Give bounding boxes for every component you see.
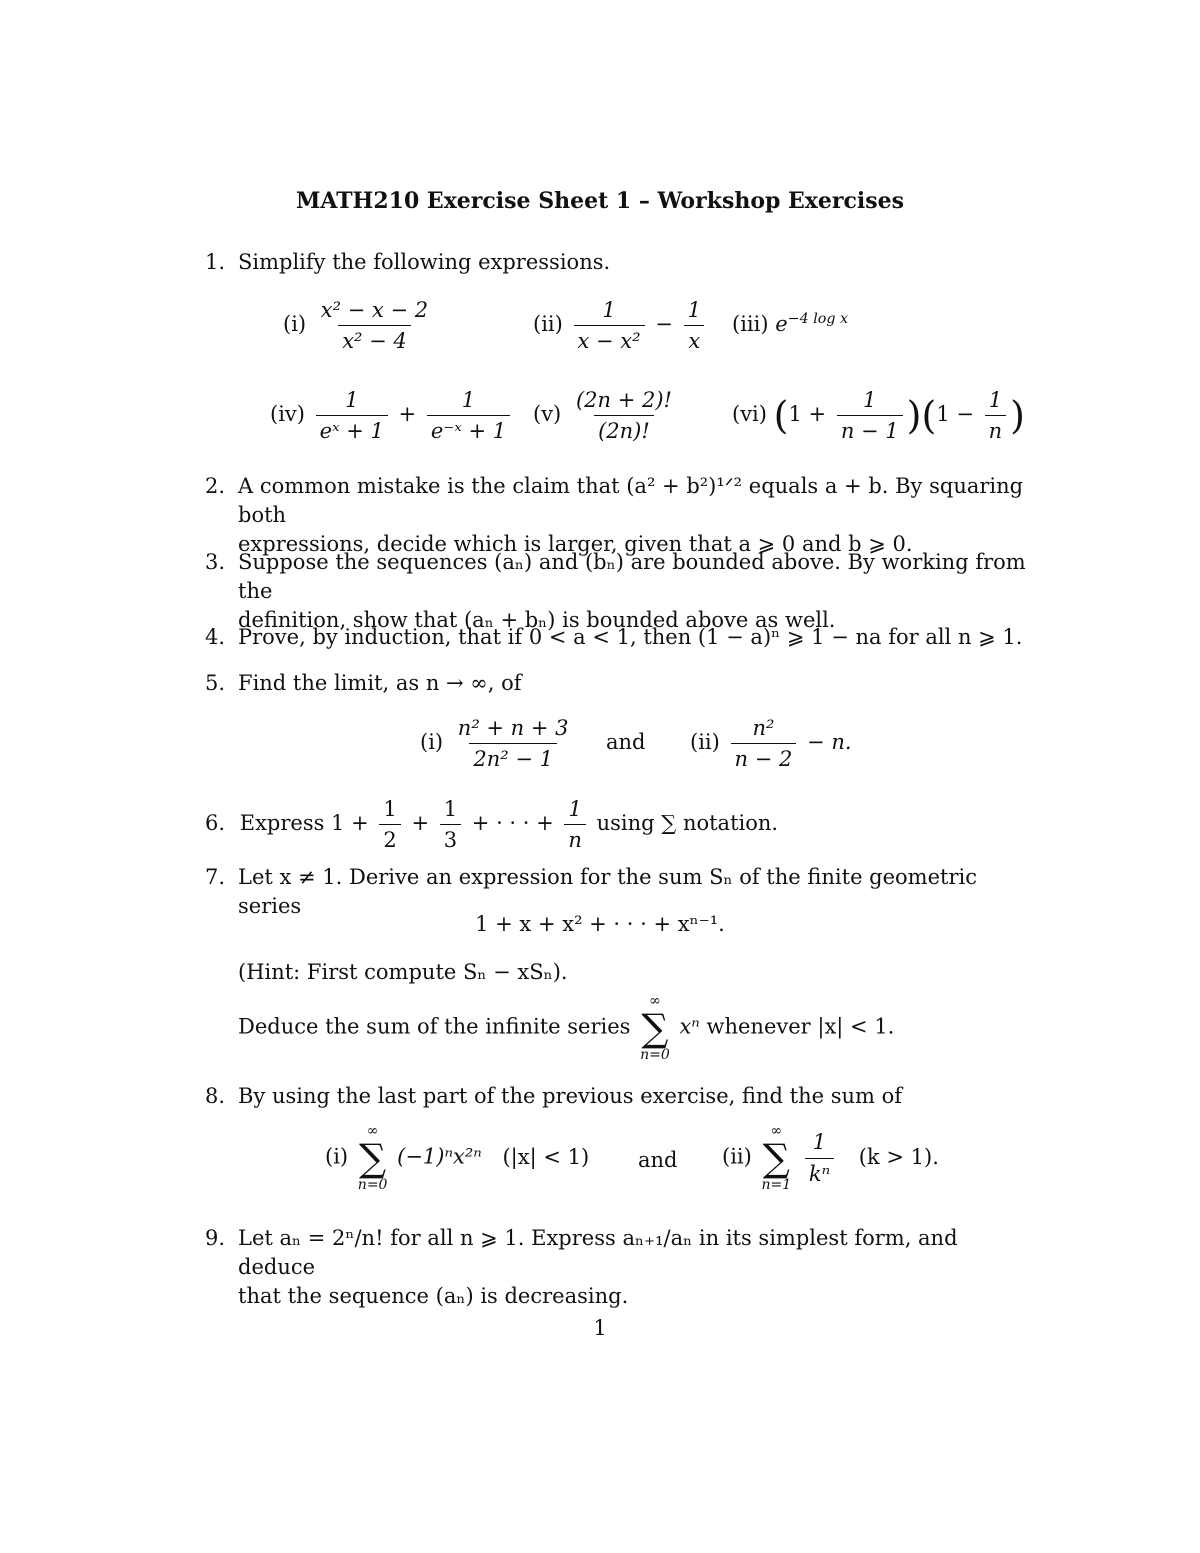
fraction: [316, 388, 388, 443]
q1-part-iii: [732, 312, 848, 336]
fraction: [731, 716, 797, 771]
fraction: [574, 298, 645, 353]
exercise-text-line-1: Let aₙ = 2ⁿ/n! for all n ⩾ 1. Express aₙ₊₁/aₙ in its simplest form, and deduce: [238, 1226, 958, 1279]
summation: [762, 1124, 792, 1192]
expression: e: [775, 312, 788, 336]
q5-part-ii: [690, 716, 852, 771]
exercise-number: 4.: [205, 625, 226, 649]
exercise-text: Prove, by induction, that if 0 < a < 1, then (1 − a)ⁿ ⩾ 1 − na for all n ⩾ 1.: [238, 625, 1023, 649]
summation: [640, 994, 670, 1062]
part-label: (i): [283, 312, 307, 337]
exercise-text-line-2: that the sequence (aₙ) is decreasing.: [238, 1284, 629, 1308]
denominator: n: [985, 415, 1007, 443]
fraction: [317, 298, 432, 353]
exercise-4: [205, 623, 1035, 652]
exercise-number: 5.: [205, 671, 226, 695]
exercise-number: 1.: [205, 250, 226, 274]
exercise-number: 9.: [205, 1226, 226, 1250]
part-label: (vi): [732, 402, 767, 427]
exercise-8: [205, 1082, 1035, 1111]
numerator: 1: [443, 797, 458, 821]
operator: +: [411, 811, 430, 836]
numerator: x² − x − 2: [320, 298, 429, 322]
q1-part-ii: [533, 298, 709, 353]
series-term: xⁿ: [679, 1014, 700, 1039]
fraction: [985, 388, 1007, 443]
denominator: e⁻ˣ + 1: [427, 415, 510, 443]
deduce-line: [238, 994, 894, 1062]
term: 1 −: [936, 402, 974, 427]
exercise-text: Simplify the following expressions.: [238, 250, 611, 274]
exercise-text: By using the last part of the previous exercise, find the sum of: [238, 1084, 903, 1108]
part-label: (i): [325, 1144, 349, 1169]
numerator: 1: [461, 388, 476, 412]
exercise-number: 3.: [205, 550, 226, 574]
denominator: x − x²: [574, 325, 645, 353]
denominator: n: [564, 824, 586, 852]
sum-upper-limit: ∞: [649, 993, 661, 1009]
exercise-3: [205, 548, 1035, 635]
condition: (k > 1).: [858, 1144, 939, 1169]
exercise-number: 2.: [205, 474, 226, 498]
exercise-9: [205, 1224, 1035, 1311]
fraction: [572, 388, 676, 443]
numerator: 1: [687, 298, 701, 322]
exercise-1: [205, 248, 1035, 277]
numerator: n² + n + 3: [457, 716, 569, 740]
part-label: (iv): [270, 402, 305, 427]
deduce-text: Deduce the sum of the infinite series: [238, 1014, 631, 1039]
right-paren: ): [1010, 393, 1025, 438]
exercise-text-line-1: Suppose the sequences (aₙ) and (bₙ) are bounded above. By working from the: [238, 550, 1026, 603]
q1-part-v: [533, 388, 680, 443]
deduce-text: whenever |x| < 1.: [706, 1014, 895, 1039]
numerator: (2n + 2)!: [575, 388, 672, 412]
exercise-6: [205, 797, 778, 852]
denominator: 3: [440, 824, 461, 852]
left-paren: (: [921, 393, 937, 438]
exercise-text-line-1: A common mistake is the claim that (a² + b²)¹ᐟ² equals a + b. By squaring both: [238, 474, 1024, 527]
denominator: (2n)!: [594, 415, 654, 443]
operator: +: [398, 402, 417, 427]
denominator: n − 2: [731, 743, 797, 771]
fraction: [427, 388, 510, 443]
numerator: 1: [345, 388, 359, 412]
q8-part-i: [325, 1124, 589, 1192]
part-label: (v): [533, 402, 562, 427]
denominator: x² − 4: [338, 325, 411, 353]
fraction: [805, 1130, 834, 1185]
page-title: MATH210 Exercise Sheet 1 – Workshop Exercises: [295, 188, 905, 214]
sum-upper-limit: ∞: [366, 1123, 379, 1139]
hint-text: (Hint: First compute Sₙ − xSₙ).: [238, 960, 568, 984]
exercise-2: [205, 472, 1035, 559]
term: 1 +: [788, 402, 827, 427]
sum-lower-limit: n=1: [761, 1177, 792, 1193]
fraction: [454, 716, 573, 771]
summation: [358, 1124, 388, 1192]
part-label: (ii): [690, 730, 720, 755]
exercise-number: 8.: [205, 1084, 226, 1108]
numerator: 1: [568, 797, 582, 821]
left-paren: (: [773, 393, 789, 438]
exercise-number: 6.: [205, 811, 226, 836]
sum-lower-limit: n=0: [640, 1047, 670, 1063]
series-term: (−1)ⁿx²ⁿ: [397, 1144, 482, 1169]
term: − n.: [807, 730, 852, 755]
exponent: −4 log x: [787, 311, 849, 327]
q5-and: and: [606, 730, 646, 754]
condition: (|x| < 1): [502, 1144, 590, 1169]
part-label: (i): [420, 730, 444, 755]
exercise-text-line-2: definition, show that (aₙ + bₙ) is bounded above as well.: [238, 608, 836, 632]
exercise-text: using ∑ notation.: [596, 811, 779, 836]
numerator: 1: [988, 388, 1003, 412]
sigma-icon: ∑: [359, 1136, 387, 1180]
sum-lower-limit: n=0: [357, 1177, 388, 1193]
q1-part-i: [283, 298, 436, 353]
fraction: [684, 298, 705, 353]
page-number: 1: [593, 1316, 607, 1340]
numerator: 1: [863, 388, 877, 412]
exercise-5: [205, 669, 1035, 698]
fraction: [440, 797, 461, 852]
operator: −: [655, 312, 673, 337]
fraction: [837, 388, 903, 443]
q1-part-iv: [270, 388, 514, 443]
fraction: [379, 797, 400, 852]
denominator: x: [684, 325, 704, 353]
numerator: 1: [602, 298, 616, 322]
part-label: (ii): [533, 312, 563, 337]
exercise-text: Let x ≠ 1. Derive an expression for the sum Sₙ of the finite geometric series: [238, 865, 977, 918]
geometric-series: 1 + x + x² + · · · + xⁿ⁻¹.: [475, 912, 725, 936]
numerator: 1: [812, 1130, 827, 1155]
q8-part-ii: [722, 1124, 939, 1192]
numerator: n²: [752, 716, 775, 740]
denominator: 2n² − 1: [469, 743, 557, 771]
exercise-text-line-2: expressions, decide which is larger, given that a ⩾ 0 and b ⩾ 0.: [238, 532, 913, 556]
sigma-icon: ∑: [762, 1136, 790, 1180]
sigma-icon: ∑: [641, 1006, 669, 1050]
numerator: 1: [383, 797, 397, 821]
exercise-number: 7.: [205, 865, 226, 889]
right-paren: ): [906, 393, 922, 438]
q1-part-vi: [732, 388, 1025, 443]
sum-upper-limit: ∞: [770, 1123, 783, 1139]
part-label: (iii): [732, 312, 769, 336]
q8-and: and: [638, 1148, 678, 1172]
ellipsis-term: + · · · +: [471, 811, 554, 836]
q5-part-i: [420, 716, 577, 771]
fraction: [564, 797, 586, 852]
part-label: (ii): [722, 1144, 752, 1169]
exercise-text: Express 1 +: [239, 811, 369, 836]
denominator: kⁿ: [805, 1158, 834, 1186]
denominator: 2: [379, 824, 400, 852]
denominator: n − 1: [837, 415, 903, 443]
exercise-text: Find the limit, as n → ∞, of: [238, 671, 522, 695]
denominator: eˣ + 1: [316, 415, 388, 443]
